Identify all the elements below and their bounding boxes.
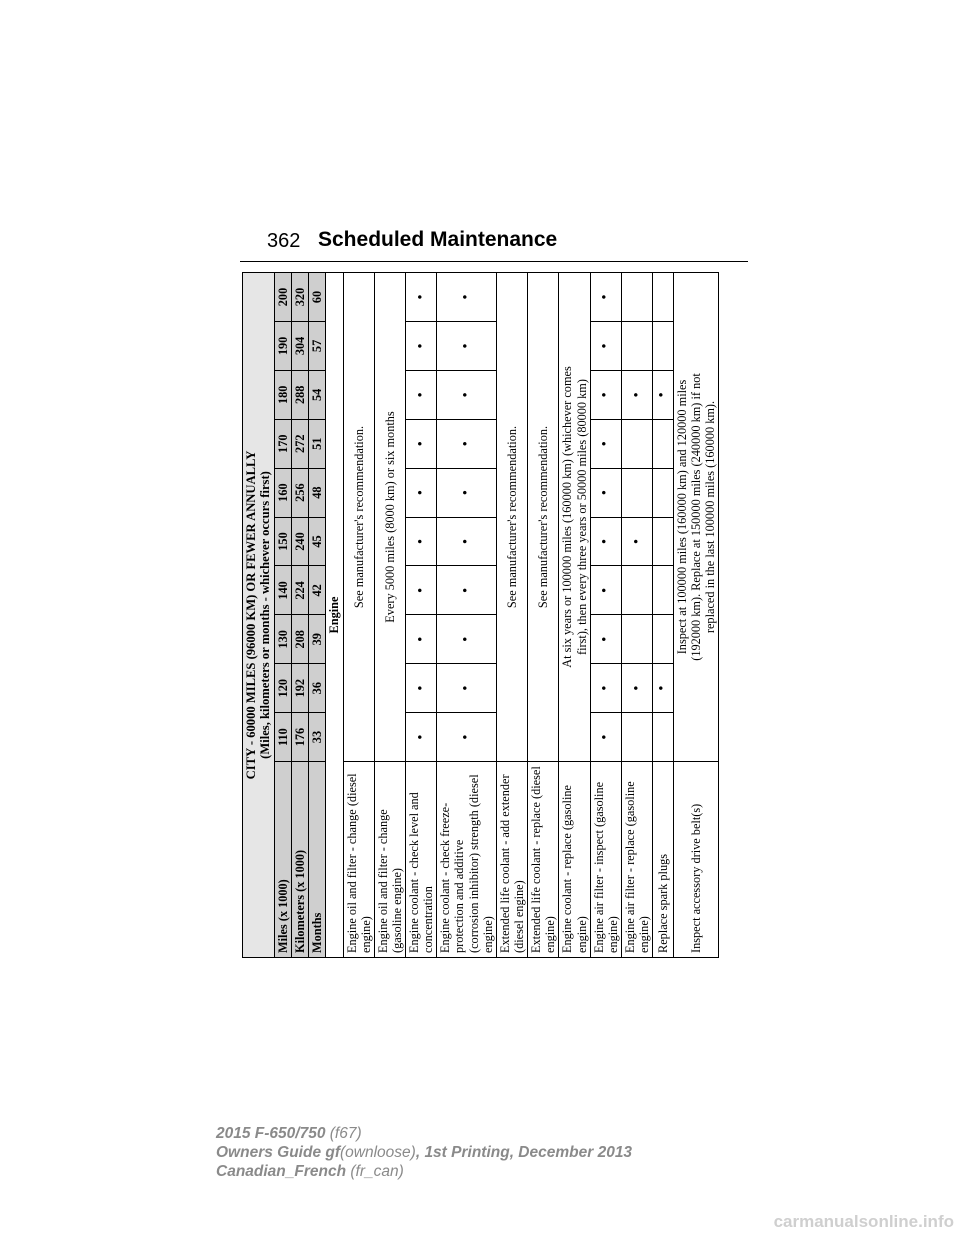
check-dot: • [590, 615, 621, 664]
check-dot: • [437, 273, 497, 322]
section-engine: Engine [326, 273, 343, 958]
check-dot: • [406, 517, 437, 566]
table-row: Engine oil and filter - change (diesel engine) See manufacturer's recommendation. [343, 273, 374, 958]
table-row: Replace spark plugs • • [653, 273, 673, 958]
footer-guide: Owners Guide gf [216, 1144, 341, 1161]
check-dot: • [590, 370, 621, 419]
miles-row: Miles (x 1000) 110 120 130 140 150 160 170 180 190 200 [274, 273, 291, 958]
check-dot: • [437, 468, 497, 517]
check-dot: • [406, 713, 437, 762]
check-dot: • [437, 713, 497, 762]
footer-model: 2015 F-650/750 [216, 1125, 326, 1142]
check-dot: • [437, 615, 497, 664]
table-row: Extended life coolant - replace (diesel engine) See manufacturer's recommendation. [528, 273, 559, 958]
check-dot: • [590, 419, 621, 468]
check-dot: • [590, 664, 621, 713]
check-dot: • [437, 664, 497, 713]
maintenance-schedule-table [242, 272, 719, 958]
check-dot: • [590, 713, 621, 762]
check-dot: • [590, 273, 621, 322]
check-dot: • [406, 321, 437, 370]
check-dot: • [653, 664, 673, 713]
check-dot: • [437, 321, 497, 370]
table-row: Engine air filter - replace (gasoline engine) • • • [622, 273, 653, 958]
table-row: Inspect accessory drive belt(s) Inspect at 100000 miles (160000 km) and 120000 miles (192000 km). Replace at 150000 miles (240000 km) if not replaced in the last 100000 miles (160000 km). [673, 273, 718, 958]
maintenance-table-area [242, 272, 717, 958]
check-dot: • [437, 419, 497, 468]
check-dot: • [590, 321, 621, 370]
table-title-row [243, 273, 275, 958]
check-dot: • [622, 370, 653, 419]
check-dot: • [406, 468, 437, 517]
check-dot: • [406, 273, 437, 322]
header-rule [240, 261, 748, 262]
check-dot: • [622, 517, 653, 566]
check-dot: • [590, 517, 621, 566]
check-dot: • [590, 566, 621, 615]
table-row: Extended life coolant - add extender (diesel engine) See manufacturer's recommendation. [496, 273, 527, 958]
table-title: CITY - 60000 MILES (96000 KM) OR FEWER ANNUALLY (Miles, kilometers or months - whichever occurs first) [243, 273, 275, 958]
footer-guide-code: (ownloose) [340, 1144, 416, 1161]
table-row: Engine coolant - check level and concentration • • • • • • • • • • [406, 273, 437, 958]
check-dot: • [653, 370, 673, 419]
document-footer [216, 1124, 632, 1181]
page-header [240, 228, 748, 258]
check-dot: • [622, 664, 653, 713]
footer-language-code: (fr_can) [350, 1163, 404, 1180]
check-dot: • [406, 664, 437, 713]
check-dot: • [437, 517, 497, 566]
footer-printing: , 1st Printing, December 2013 [415, 1144, 633, 1161]
table-row: Engine coolant - check freeze-protection and additive (corrosion inhibitor) strength (diesel engine) • • • • • • • • • • [437, 273, 497, 958]
section-title: Scheduled Maintenance [318, 228, 558, 251]
section-engine-row [326, 273, 343, 958]
footer-model-code: (f67) [329, 1125, 362, 1142]
table-row: Engine air filter - inspect (gasoline engine) • • • • • • • • • • [590, 273, 621, 958]
check-dot: • [590, 468, 621, 517]
check-dot: • [406, 615, 437, 664]
site-watermark: carmanualsonline.info [773, 1212, 954, 1231]
page-number: 362 [267, 230, 301, 252]
table-row: Engine coolant - replace (gasoline engine) At six years or 100000 miles (160000 km) (whichever comes first), then every three years or 50000 miles (80000 km) [559, 273, 590, 958]
check-dot: • [406, 566, 437, 615]
check-dot: • [437, 370, 497, 419]
table-row: Engine oil and filter - change (gasoline engine) Every 5000 miles (8000 km) or six months [374, 273, 405, 958]
check-dot: • [406, 370, 437, 419]
check-dot: • [406, 419, 437, 468]
months-row: Months 33 36 39 42 45 48 51 54 57 60 [309, 273, 326, 958]
kilometers-row: Kilometers (x 1000) 176 192 208 224 240 256 272 288 304 320 [292, 273, 309, 958]
check-dot: • [437, 566, 497, 615]
footer-language: Canadian_French [216, 1163, 347, 1180]
